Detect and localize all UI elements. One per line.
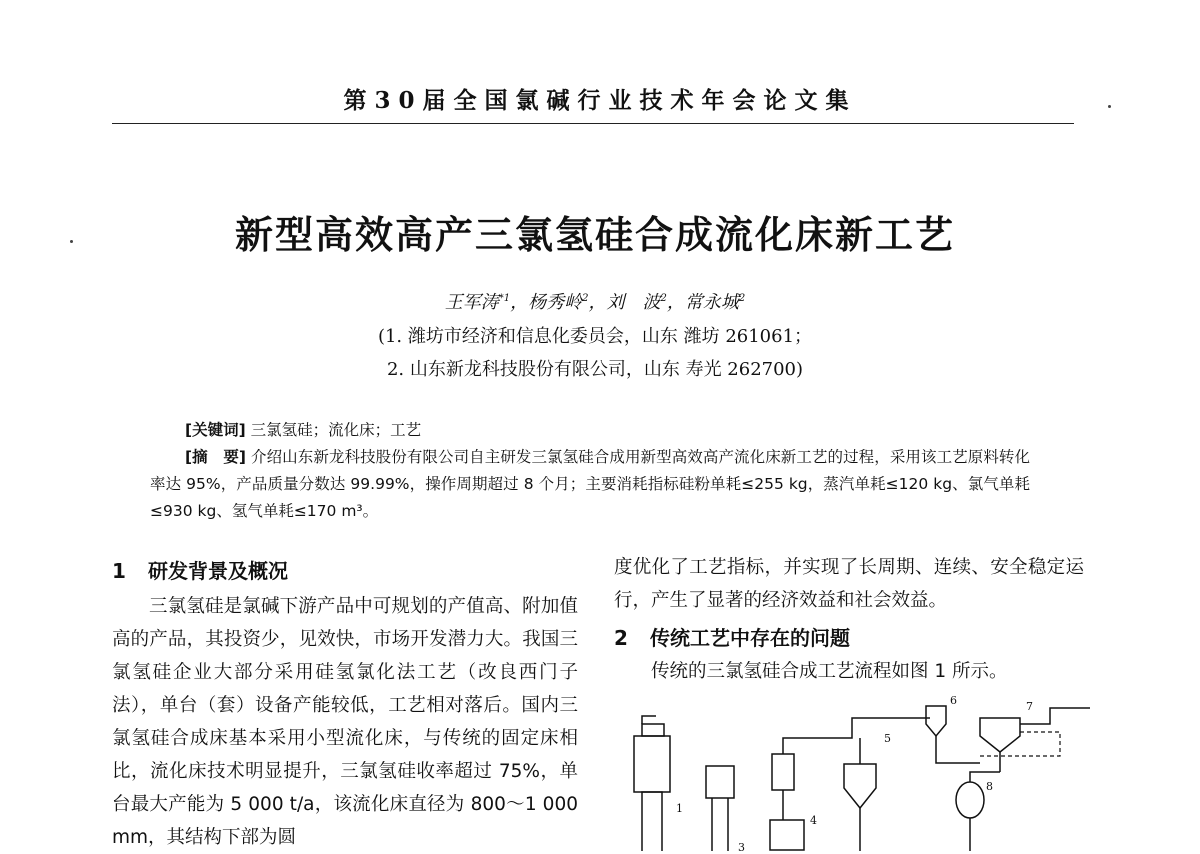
author-4-affil: 2 [738, 293, 746, 304]
figure-label-7: 7 [1026, 700, 1033, 713]
author-sep: ， [666, 292, 685, 313]
running-head: 第30届全国氯碱行业技术年会论文集 [343, 87, 857, 114]
figure-label-8: 8 [986, 780, 993, 793]
figure-label-4: 4 [810, 814, 817, 827]
section-1-heading [112, 555, 288, 584]
author-list [0, 288, 1190, 314]
left-column [112, 590, 578, 854]
process-flow-figure [620, 688, 1090, 851]
column [772, 754, 794, 790]
reactor-upper-body [634, 736, 670, 792]
figure-label-3: 3 [738, 841, 745, 851]
vessel-8 [956, 782, 984, 818]
abstract-text: 介绍山东新龙科技股份有限公司自主研发三氯氢硅合成用新型高效高产流化床新工艺的过程，采用该工艺原料转化率达 95%，产品质量分数达 99.99%，操作周期超过 8 个月；主要消耗指标硅粉单耗≤255 kg，蒸汽单耗≤120 kg、氯气单耗≤930 kg、氢气单耗≤170 m³。 [150, 448, 1030, 520]
abstract-label: [摘 要] [185, 448, 246, 466]
paper-title: 新型高效高产三氯氢硅合成流化床新工艺 [234, 213, 955, 257]
vessel-4 [770, 820, 804, 850]
cyclone-5 [844, 764, 876, 808]
scan-speck [70, 240, 73, 243]
section-2-heading [614, 622, 850, 651]
vessel-8-lines [970, 772, 1000, 851]
keywords-text: 三氯氢硅；流化床；工艺 [245, 421, 422, 439]
section-1-number: 1 [112, 559, 126, 583]
separator-6 [926, 706, 946, 736]
figure-label-1: 1 [676, 802, 683, 815]
keywords [185, 417, 1065, 444]
affiliation-1: (1. 潍坊市经济和信息化委员会，山东 潍坊 261061； [377, 326, 813, 347]
reactor-top [642, 724, 664, 736]
author-sep: ， [588, 292, 607, 313]
vessel-3 [706, 766, 734, 798]
author-4: 常永城 [684, 292, 739, 313]
author-3-affil: 2 [660, 293, 667, 304]
abstract [150, 444, 1030, 525]
keywords-label: [关键词] [185, 421, 246, 439]
separator-6-line [936, 736, 980, 763]
author-1-affil: *1 [498, 293, 511, 304]
author-sep: ， [510, 292, 529, 313]
right-column [614, 551, 1084, 617]
affiliation-2: 2. 山东新龙科技股份有限公司，山东 寿光 262700) [386, 359, 804, 380]
reactor-feed-line [642, 716, 656, 724]
author-1: 王军涛 [444, 292, 499, 313]
section-1-paragraph: 三氯氢硅是氯碱下游产品中可规划的产值高、附加值高的产品，其投资少，见效快，市场开发潜力大。我国三氯氢硅企业大部分采用硅氢氯化法工艺（改良西门子法），单台（套）设备产能较低，工艺相对落后。国内三氯氢硅合成床基本采用小型流化床，与传统的固定床相比，流化床技术明显提升，三氯氢硅收率超过 75%，单台最大产能为 5 000 t/a，该流化床直径为 800～1 000 mm，其结构下部为圆 [112, 596, 578, 848]
figure-label-6: 6 [950, 694, 957, 707]
author-2: 杨秀岭 [528, 292, 583, 313]
header-rule [112, 123, 1074, 124]
scan-speck [1108, 105, 1111, 108]
vessel-3-legs [712, 798, 728, 851]
top-line [783, 718, 930, 754]
section-2-paragraph: 传统的三氯氢硅合成工艺流程如图 1 所示。 [651, 661, 1008, 682]
author-2-affil: 2 [582, 293, 589, 304]
section-2-title: 传统工艺中存在的问题 [650, 626, 850, 650]
tank-7 [980, 718, 1020, 752]
reactor-lower-body [642, 792, 662, 851]
right-column-paragraph-1: 度优化了工艺指标，并实现了长周期、连续、安全稳定运行，产生了显著的经济效益和社会效益。 [614, 557, 1084, 611]
section-1-title: 研发背景及概况 [148, 559, 288, 583]
section-2-number: 2 [614, 626, 628, 650]
author-3: 刘 波 [606, 292, 661, 313]
figure-label-5: 5 [884, 732, 891, 745]
